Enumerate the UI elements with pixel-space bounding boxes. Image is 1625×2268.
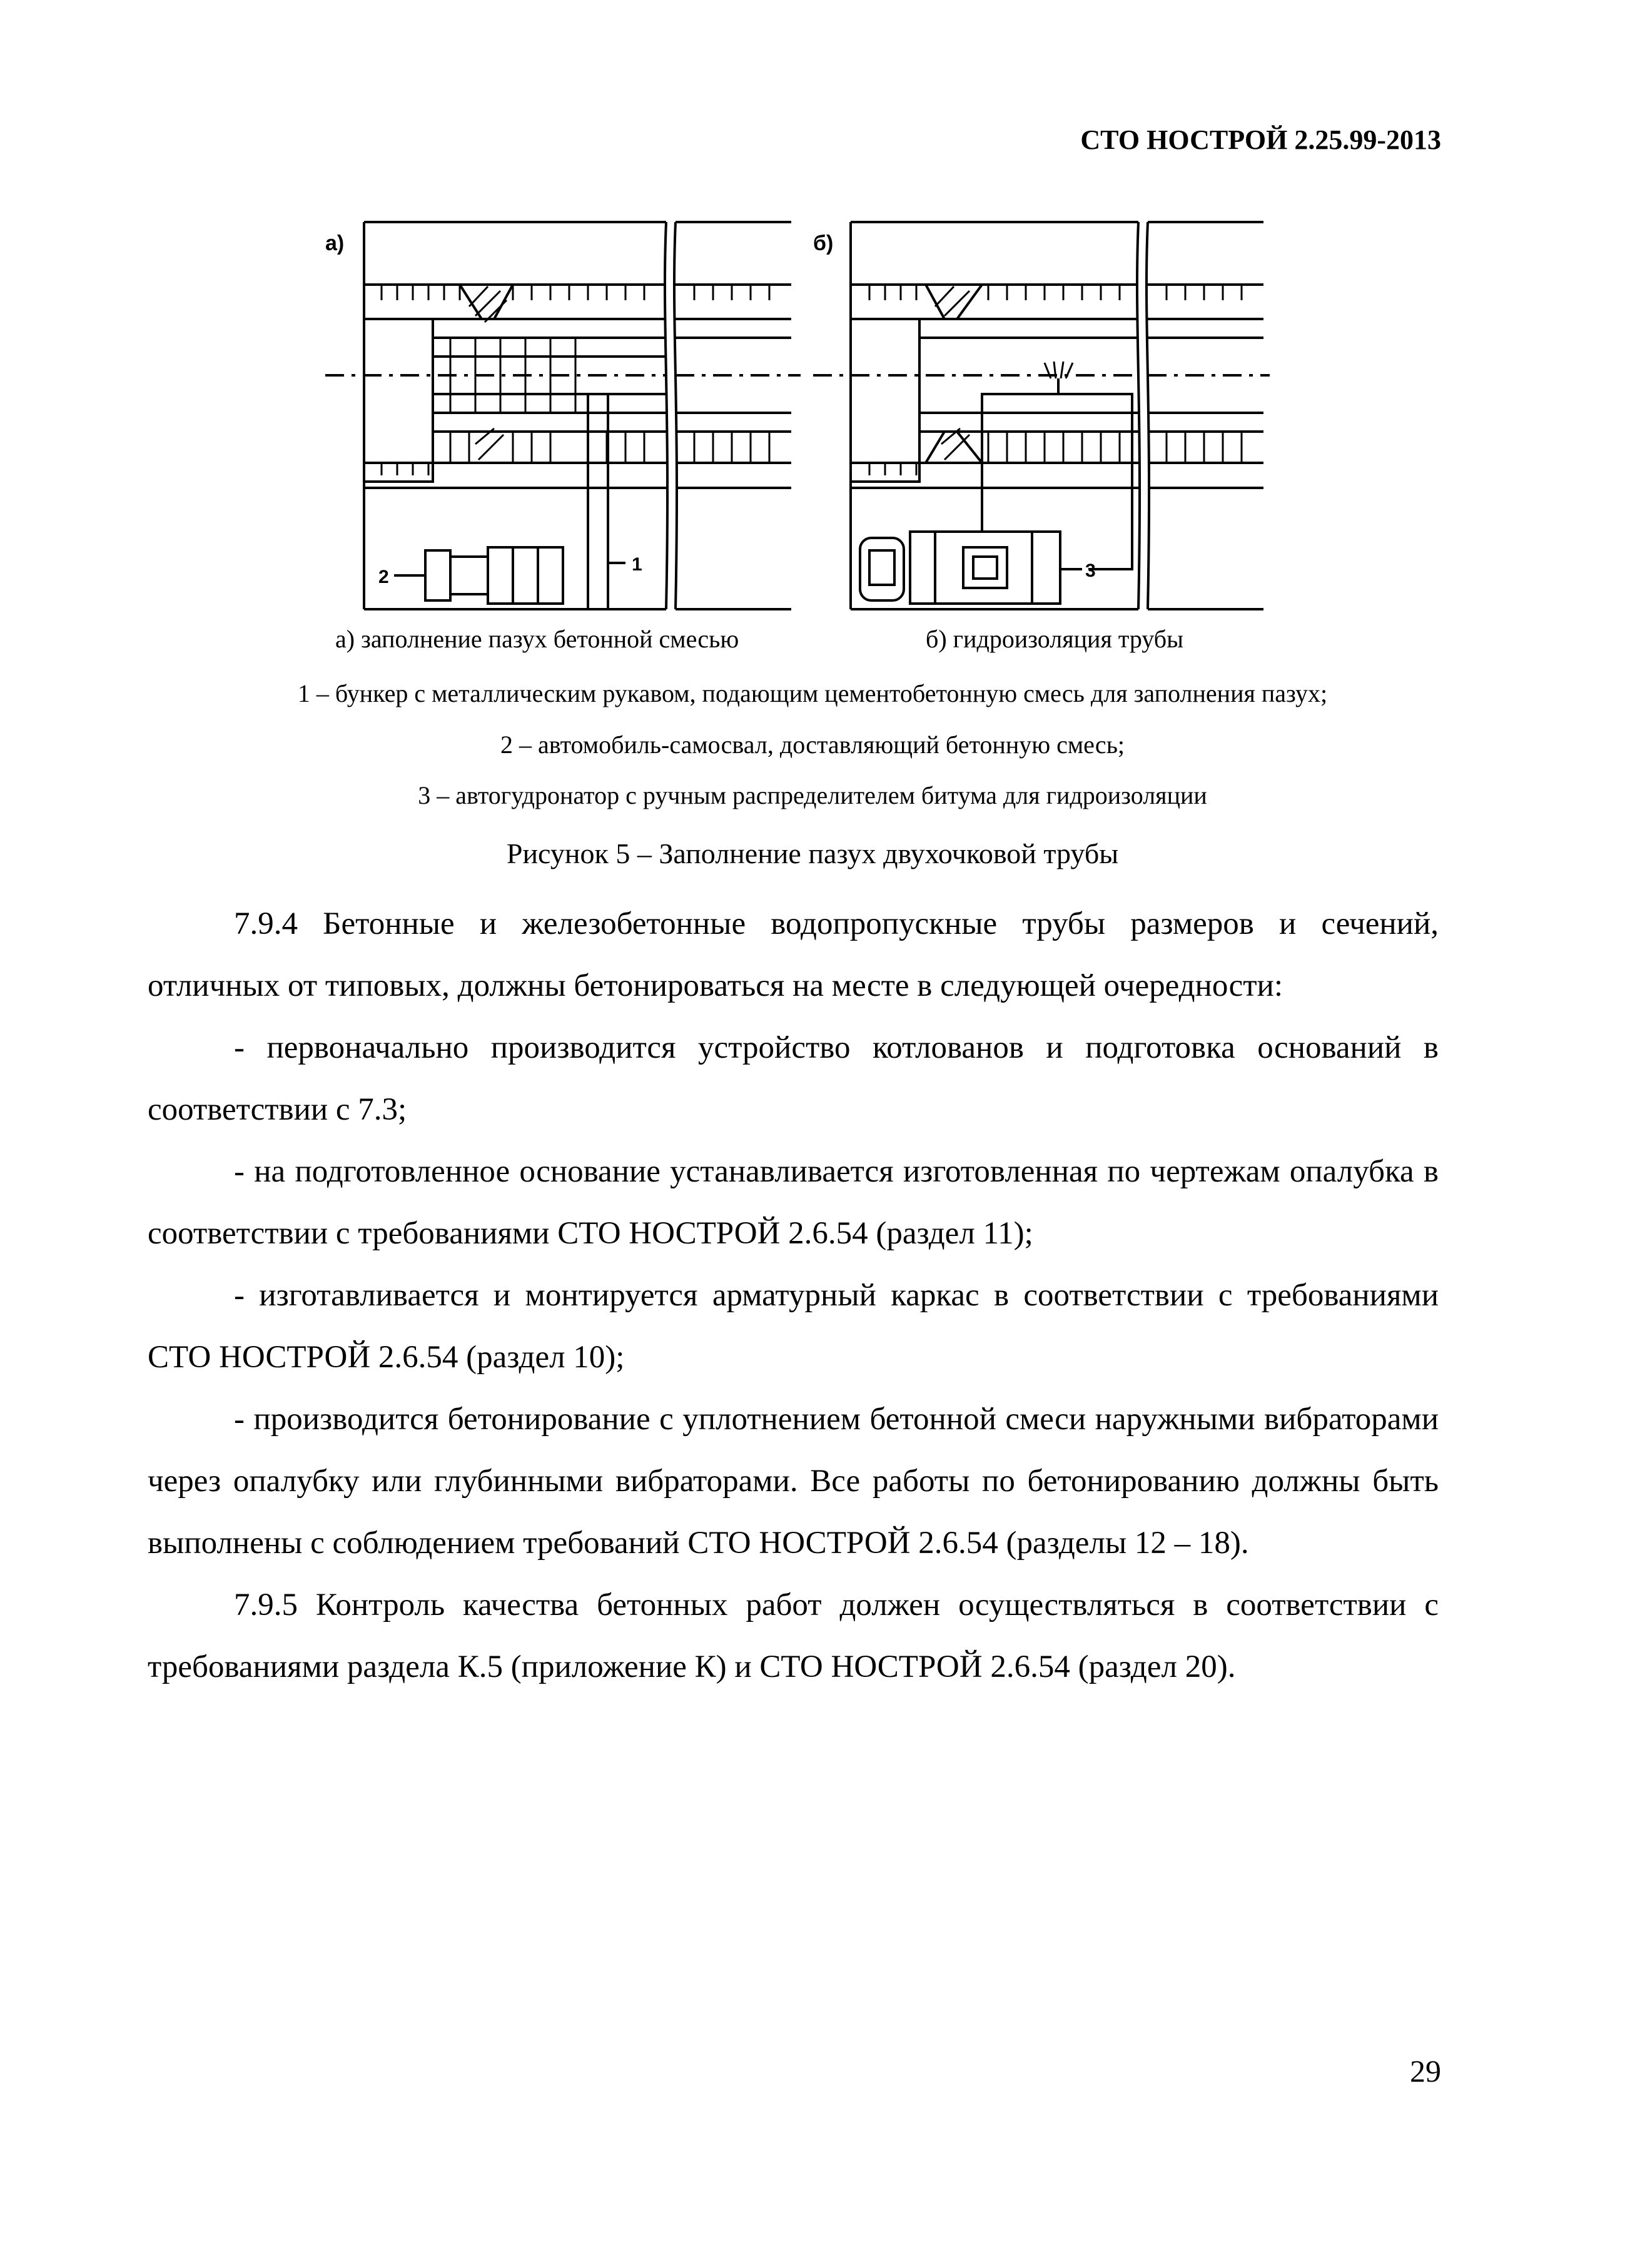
panel-a-drawing [325,222,801,609]
legend-item-3: 3 – автогудронатор с ручным распределителем битума для гидроизоляции [418,781,1207,809]
legend-item-2: 2 – автомобиль-самосвал, доставляющий бетонную смесь; [500,731,1125,759]
figure-5-drawing [325,213,1276,613]
callout-1: 1 [632,554,642,575]
list-item-formwork: - на подготовленное основание устанавливается изготовленная по чертежам опалубка в соответствии с требованиями СТО НОСТРОЙ 2.6.54 (раздел 11); [148,1154,1439,1251]
caption-panel-b: б) гидроизоляция трубы [926,625,1183,653]
paragraph-7-9-4: 7.9.4 Бетонные и железобетонные водопропускные трубы размеров и сечений, отличных от типовых, должны бетонироваться на месте в следующей очередности: [148,906,1439,1003]
paragraph-7-9-5: 7.9.5 Контроль качества бетонных работ должен осуществляться в соответствии с требованиями раздела К.5 (приложение К) и СТО НОСТРОЙ 2.6.54 (раздел 20). [148,1587,1439,1684]
callout-3: 3 [1085,560,1096,581]
callout-2: 2 [378,567,389,587]
list-item-excavation: - первоначально производится устройство котлованов и подготовка оснований в соответствии с 7.3; [148,1030,1439,1127]
page-number: 29 [1410,2053,1441,2088]
legend-item-1: 1 – бункер с металлическим рукавом, подающим цементобетонную смесь для заполнения пазух; [297,679,1328,707]
document-header: СТО НОСТРОЙ 2.25.99-2013 [1080,124,1441,155]
panel-b-drawing [813,222,1270,609]
caption-panel-a: а) заполнение пазух бетонной смесью [335,625,739,653]
body-text [148,893,1439,1698]
list-item-reinforcement: - изготавливается и монтируется арматурный каркас в соответствии с требованиями СТО НОСТРОЙ 2.6.54 (раздел 10); [148,1278,1439,1375]
panel-b-label: б) [813,231,834,255]
figure-title: Рисунок 5 – Заполнение пазух двухочковой трубы [506,838,1119,869]
list-item-concreting: - производится бетонирование с уплотнением бетонной смеси наружными вибраторами через опалубку или глубинными вибраторами. Все работы по бетонированию должны быть выполнены с соблюдением требований СТО НОСТРОЙ 2.6.54 (разделы 12 – 18). [148,1402,1439,1561]
panel-a-label: а) [325,231,345,255]
